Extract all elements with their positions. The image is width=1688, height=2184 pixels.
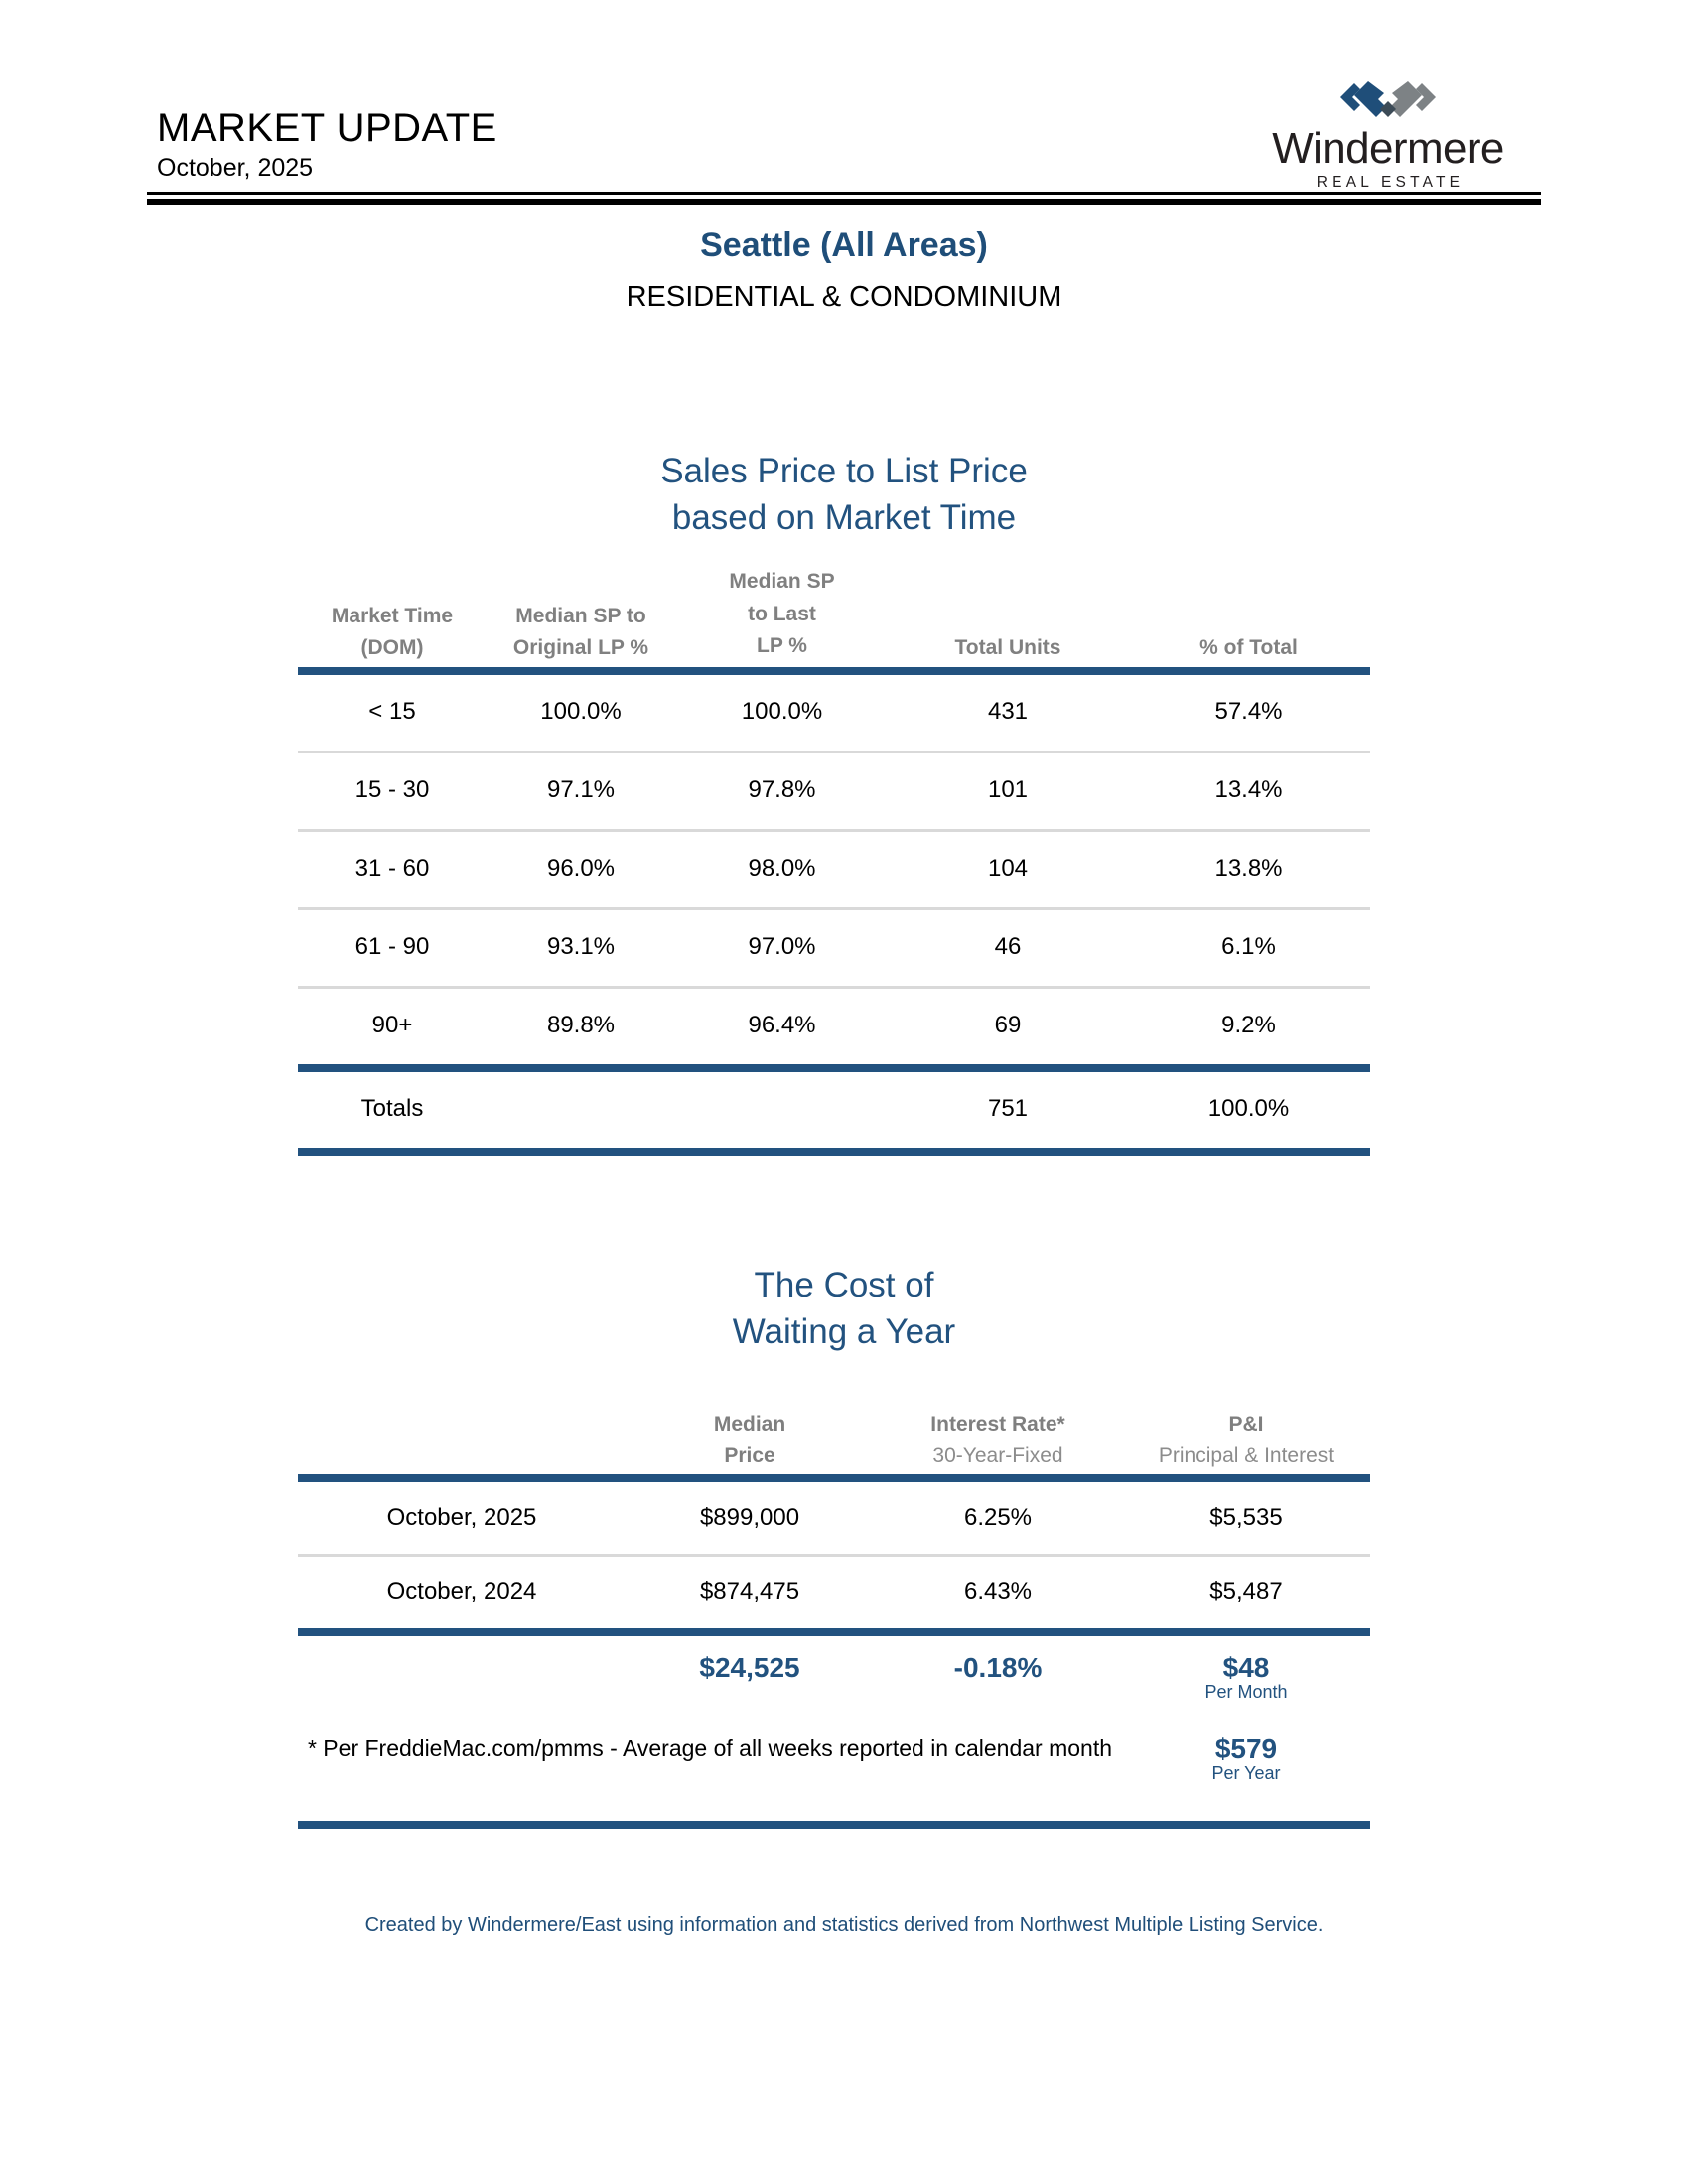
per-year-cell: [1122, 1729, 1370, 1825]
diff-pi-amount: $48: [1222, 1652, 1270, 1683]
table-row: [298, 988, 1370, 1069]
cell-dom: 15 - 30: [298, 752, 487, 831]
region-property-types: RESIDENTIAL & CONDOMINIUM: [626, 281, 1062, 313]
cost-section-heading: [0, 1263, 1688, 1355]
sales-heading-line-2: based on Market Time: [671, 497, 1017, 537]
sales-price-to-list-price-table: [298, 566, 1370, 1156]
cell-total-units: 46: [889, 909, 1127, 988]
cell-pct-of-total: 13.8%: [1127, 831, 1370, 909]
cost-heading-line-1: The Cost of: [754, 1266, 934, 1304]
cell-sp-to-orig-lp: 100.0%: [487, 671, 675, 752]
cell-pi: $5,535: [1122, 1478, 1370, 1556]
cell-median-price: $874,475: [626, 1556, 874, 1633]
cell-pct-of-total: 57.4%: [1127, 671, 1370, 752]
cell-interest-rate: 6.25%: [874, 1478, 1122, 1556]
cell-total-units: 431: [889, 671, 1127, 752]
footnote-row: [298, 1729, 1370, 1825]
cell-sp-to-orig-lp: 93.1%: [487, 909, 675, 988]
cell-dom: 90+: [298, 988, 487, 1069]
cell-median-price: $899,000: [626, 1478, 874, 1556]
col-header-market-time-l1: Market Time: [331, 604, 454, 627]
cost-table-header: [298, 1386, 1370, 1478]
cell-dom: 61 - 90: [298, 909, 487, 988]
table-row: [298, 831, 1370, 909]
cell-totals-label: Totals: [298, 1068, 487, 1152]
cell-diff-interest-rate: -0.18%: [953, 1652, 1043, 1683]
footnote-cell: [298, 1729, 1122, 1825]
table-row: [298, 671, 1370, 752]
cell-sp-to-last-lp: 100.0%: [675, 671, 889, 752]
cell-diff-period: [298, 1632, 626, 1729]
col-header-median-price-l2: Price: [724, 1443, 775, 1467]
cell-period: October, 2025: [298, 1478, 626, 1556]
header-title-block: [157, 107, 497, 184]
cell-sp-to-orig-lp: 96.0%: [487, 831, 675, 909]
table-row: [298, 1556, 1370, 1633]
per-year-amount: $579: [1214, 1733, 1278, 1764]
sales-heading-line-1: Sales Price to List Price: [660, 452, 1028, 490]
col-header-interest-rate-l2: 30-Year-Fixed: [932, 1443, 1063, 1467]
logo-tagline: REAL ESTATE: [1316, 174, 1465, 191]
header-rule-thin: [147, 192, 1541, 195]
col-header-pct-of-total-l1: % of Total: [1199, 636, 1298, 660]
cell-sp-to-last-lp: 98.0%: [675, 831, 889, 909]
cost-table-body: [298, 1478, 1370, 1825]
diff-pi-period-label: Per Month: [1204, 1682, 1288, 1702]
brand-logo: [1239, 79, 1537, 192]
col-header-total-units-l1: Total Units: [954, 636, 1061, 660]
cost-heading-line-2: Waiting a Year: [732, 1311, 956, 1351]
cell-total-units: 69: [889, 988, 1127, 1069]
col-header-median-sp-last-lp-l2: to Last: [748, 602, 816, 625]
cost-of-waiting-table: [298, 1386, 1370, 1829]
col-header-market-time-l2: (DOM): [360, 636, 424, 660]
col-header-pi-l1: P&I: [1228, 1413, 1264, 1435]
cell-sp-to-orig-lp: 97.1%: [487, 752, 675, 831]
col-header-median-sp-last-lp-l1: Median SP: [729, 570, 835, 593]
col-header-interest-rate: [874, 1386, 1122, 1478]
table-row: [298, 752, 1370, 831]
cell-totals-sp-to-orig-lp: [487, 1068, 675, 1152]
table-row: [298, 1478, 1370, 1556]
header-rule-thick: [147, 199, 1541, 205]
windermere-w-logo-icon: [1239, 79, 1537, 125]
difference-row: [298, 1632, 1370, 1729]
cell-pct-of-total: 9.2%: [1127, 988, 1370, 1069]
col-header-median-sp-orig-lp-l2: Original LP %: [512, 636, 649, 660]
cell-pct-of-total: 6.1%: [1127, 909, 1370, 988]
credit-line: Created by Windermere/East using information and statistics derived from Northwest Multiple Listing Service.: [364, 1914, 1324, 1936]
col-header-median-price: [626, 1386, 874, 1478]
cell-totals-sp-to-last-lp: [675, 1068, 889, 1152]
col-header-period: [298, 1386, 626, 1478]
cell-dom: < 15: [298, 671, 487, 752]
col-header-market-time: [298, 566, 487, 671]
cell-total-units: 101: [889, 752, 1127, 831]
col-header-median-sp-orig-lp: [487, 566, 675, 671]
cell-sp-to-last-lp: 97.8%: [675, 752, 889, 831]
cell-interest-rate: 6.43%: [874, 1556, 1122, 1633]
sales-section-heading: [0, 449, 1688, 541]
logo-wordmark: Windermere: [1272, 124, 1504, 173]
col-header-median-price-l1: Median: [713, 1413, 786, 1435]
cell-dom: 31 - 60: [298, 831, 487, 909]
table-row: [298, 909, 1370, 988]
region-title: Seattle (All Areas): [700, 226, 988, 264]
col-header-total-units: [889, 566, 1127, 671]
cell-period: October, 2024: [298, 1556, 626, 1633]
col-header-pi-l2: Principal & Interest: [1158, 1443, 1335, 1467]
cell-sp-to-orig-lp: 89.8%: [487, 988, 675, 1069]
cell-total-units: 104: [889, 831, 1127, 909]
interest-rate-footnote: * Per FreddieMac.com/pmms - Average of all weeks reported in calendar month: [307, 1735, 1113, 1761]
cell-diff-pi: [1122, 1632, 1370, 1729]
cell-diff-median-price: $24,525: [699, 1652, 800, 1683]
col-header-median-sp-last-lp-l3: LP %: [757, 634, 807, 658]
document-date: October, 2025: [157, 154, 314, 182]
col-header-median-sp-last-lp: [675, 566, 889, 671]
cell-sp-to-last-lp: 97.0%: [675, 909, 889, 988]
sales-table-header: [298, 566, 1370, 671]
col-header-interest-rate-l1: Interest Rate*: [930, 1413, 1065, 1435]
document-title: MARKET UPDATE: [157, 106, 497, 150]
col-header-median-sp-orig-lp-l1: Median SP to: [515, 604, 646, 627]
col-header-pi: [1122, 1386, 1370, 1478]
per-year-label: Per Year: [1211, 1763, 1281, 1783]
cell-pct-of-total: 13.4%: [1127, 752, 1370, 831]
cell-pi: $5,487: [1122, 1556, 1370, 1633]
cell-totals-total-units: 751: [889, 1068, 1127, 1152]
col-header-pct-of-total: [1127, 566, 1370, 671]
cell-totals-pct-of-total: 100.0%: [1127, 1068, 1370, 1152]
cell-sp-to-last-lp: 96.4%: [675, 988, 889, 1069]
totals-row: [298, 1068, 1370, 1152]
page-header: [147, 69, 1537, 199]
sales-table-body: [298, 671, 1370, 1152]
